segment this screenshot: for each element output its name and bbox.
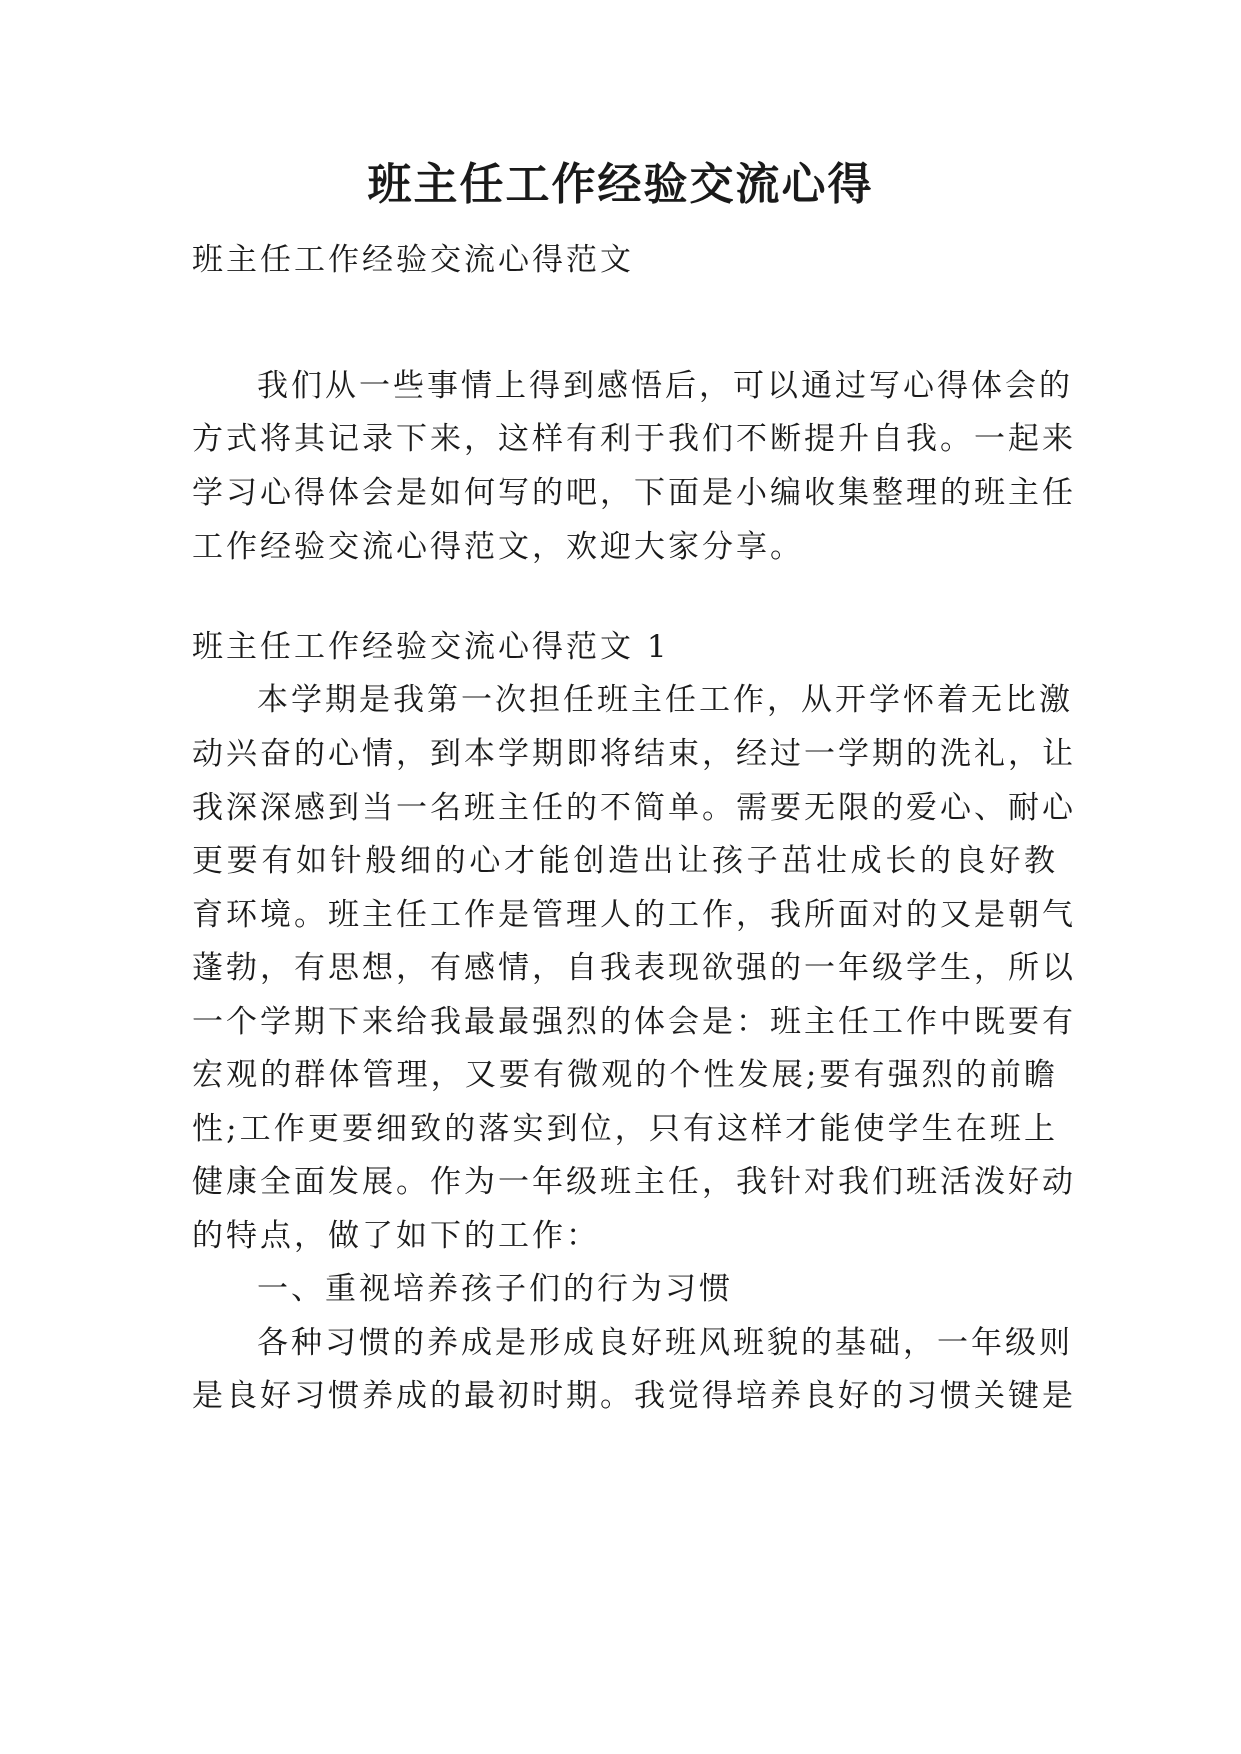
- section-title: 班主任工作经验交流心得范文 1: [192, 629, 670, 665]
- document-subtitle: 班主任工作经验交流心得范文: [192, 242, 634, 278]
- body-line: 本学期是我第一次担任班主任工作，从开学怀着无比激: [257, 682, 1073, 718]
- body-line: 一个学期下来给我最最强烈的体会是：班主任工作中既要有: [192, 1004, 1076, 1040]
- body-line: 育环境。班主任工作是管理人的工作，我所面对的又是朝气: [192, 897, 1076, 933]
- body-line: 性;工作更要细致的落实到位，只有这样才能使学生在班上: [192, 1111, 1058, 1147]
- body-line: 更要有如针般细的心才能创造出让孩子茁壮成长的良好教: [192, 843, 1058, 879]
- body-line: 的特点，做了如下的工作：: [192, 1218, 600, 1254]
- body-line: 健康全面发展。作为一年级班主任，我针对我们班活泼好动: [192, 1164, 1076, 1200]
- para-two-line: 各种习惯的养成是形成良好班风班貌的基础，一年级则: [257, 1325, 1073, 1361]
- body-line: 动兴奋的心情，到本学期即将结束，经过一学期的洗礼，让: [192, 736, 1076, 772]
- heading-one: 一、重视培养孩子们的行为习惯: [257, 1271, 733, 1307]
- intro-line: 学习心得体会是如何写的吧，下面是小编收集整理的班主任: [192, 475, 1076, 511]
- body-line: 蓬勃，有思想，有感情，自我表现欲强的一年级学生，所以: [192, 950, 1076, 986]
- body-line: 我深深感到当一名班主任的不简单。需要无限的爱心、耐心: [192, 790, 1076, 826]
- body-line: 宏观的群体管理，又要有微观的个性发展;要有强烈的前瞻: [192, 1057, 1058, 1093]
- intro-line: 我们从一些事情上得到感悟后，可以通过写心得体会的: [257, 368, 1073, 404]
- document-title: 班主任工作经验交流心得: [367, 159, 874, 210]
- para-two-line: 是良好习惯养成的最初时期。我觉得培养良好的习惯关键是: [192, 1378, 1076, 1414]
- intro-line: 工作经验交流心得范文，欢迎大家分享。: [192, 529, 804, 565]
- intro-line: 方式将其记录下来，这样有利于我们不断提升自我。一起来: [192, 421, 1076, 457]
